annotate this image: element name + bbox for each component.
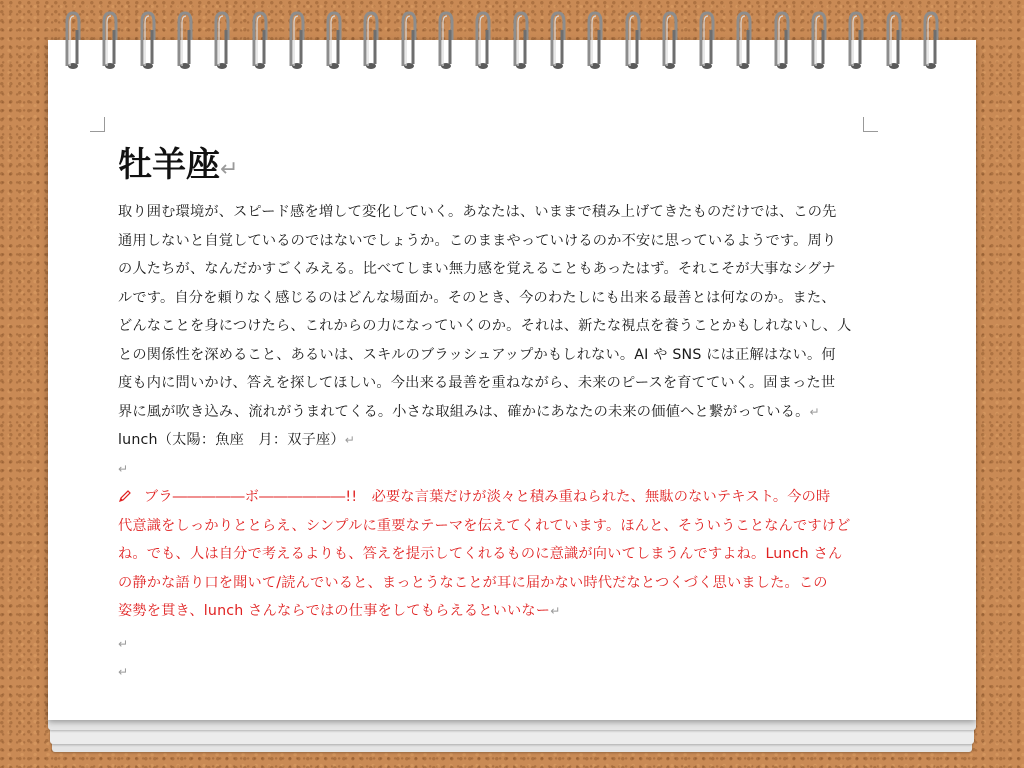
paragraph-mark: ↵ [118, 461, 129, 476]
page-title [118, 140, 848, 198]
pencil-icon [118, 489, 132, 503]
paragraph-mark: ↵ [118, 636, 129, 651]
binder-ring-icon [211, 10, 233, 72]
binder-ring-icon [696, 10, 718, 72]
binder-ring-icon [510, 10, 532, 72]
binder-ring-icon [733, 10, 755, 72]
binder-ring-icon [920, 10, 942, 72]
binder-ring-icon [323, 10, 345, 72]
binder-ring-icon [883, 10, 905, 72]
binder-ring-icon [808, 10, 830, 72]
text-line: 通用しないと自覚しているのではないでしょうか。このままやっていけるのか不安に思っているようです。周り [118, 232, 837, 249]
binder-ring-icon [62, 10, 84, 72]
text-line [118, 597, 848, 626]
binder-ring-icon [659, 10, 681, 72]
empty-line [118, 658, 848, 687]
crop-mark-top-left [90, 117, 105, 132]
binder-rings [62, 10, 962, 80]
binder-ring-icon [622, 10, 644, 72]
text-line-content: 姿勢を貫き、lunch さんならではの仕事をしてもらえるといいなー [118, 603, 551, 619]
author-text: lunch（太陽：魚座 月：双子座） [118, 432, 345, 448]
paragraph-mark: ↵ [344, 433, 356, 447]
text-line: 度も内に問いかけ、答えを探してほしい。今出来る最善を重ねながら、未来のピースを育てていく。固まった世 [118, 375, 836, 391]
review-text [118, 483, 851, 626]
binder-ring-icon [99, 10, 121, 72]
document-body [118, 140, 852, 687]
text-line-content: 界に風が吹き込み、流れがうまれてくる。小さな取組みは、確かにあなたの未来の価値へと繋がっている。 [118, 403, 810, 420]
text-line: 代意識をしっかりととらえ、シンプルに重要なテーマを伝えてくれています。ほんと、そういうことなんですけど [118, 517, 851, 534]
paragraph-mark: ↵ [550, 604, 561, 618]
binder-ring-icon [472, 10, 494, 72]
binder-ring-icon [435, 10, 457, 72]
paragraph-mark: ↵ [220, 157, 239, 182]
text-line: どんなことを身につけたら、これからの力になっていくのか。それは、新たな視点を養うことかもしれないし、人 [118, 318, 852, 334]
empty-line [118, 630, 848, 659]
text-line [118, 483, 848, 512]
text-line: との関係性を深めること、あるいは、スキルのブラッシュアップかもしれない。AI や SNS には正解はない。何 [118, 346, 836, 363]
trailing-empty-lines [118, 630, 848, 687]
text-line: の静かな語り口を聞いて/読んでいると、まっとうなことが耳に届かない時代だなとつくづく思いました。この [118, 574, 828, 591]
author-line [118, 426, 848, 455]
binder-ring-icon [584, 10, 606, 72]
binder-ring-icon [398, 10, 420, 72]
text-line: ね。でも、人は自分で考えるよりも、答えを提示してくれるものに意識が向いてしまうんですよね。Lunch さん [118, 546, 843, 562]
text-line: の人たちが、なんだかすごくみえる。比べてしまい無力感を覚えることもあったはず。それこそが大事なシグナ [118, 261, 836, 277]
text-line: ルです。自分を頼りなく感じるのはどんな場面か。そのとき、今のわたしにも出来る最善とは何なのか。また、 [118, 289, 836, 306]
binder-ring-icon [547, 10, 569, 72]
paragraph-mark: ↵ [118, 665, 129, 679]
paragraph-mark: ↵ [809, 404, 820, 419]
binder-ring-icon [249, 10, 271, 72]
binder-ring-icon [137, 10, 159, 72]
text-line: 取り囲む環境が、スピード感を増して変化していく。あなたは、いままで積み上げてきたものだけでは、この先 [118, 204, 837, 220]
text-line [118, 398, 848, 427]
binder-ring-icon [771, 10, 793, 72]
empty-line [118, 455, 848, 484]
crop-mark-top-right [863, 117, 878, 132]
horoscope-text [118, 198, 852, 483]
binder-ring-icon [360, 10, 382, 72]
title-text: 牡羊座 [118, 145, 220, 185]
binder-ring-icon [286, 10, 308, 72]
binder-ring-icon [174, 10, 196, 72]
binder-ring-icon [845, 10, 867, 72]
text-line-content: ブラ―――――ボ――――――!! 必要な言葉だけが淡々と積み重ねられた、無駄のないテキスト。今の時 [144, 489, 831, 505]
